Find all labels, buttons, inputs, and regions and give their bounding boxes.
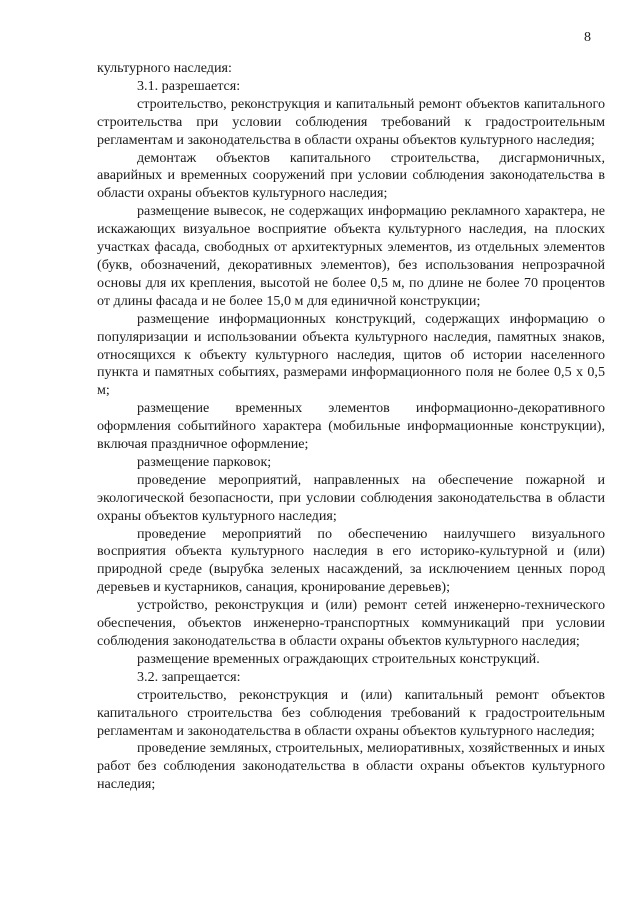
section-heading-3-1: 3.1. разрешается:: [137, 77, 241, 94]
paragraph: строительство, реконструкция и (или) капитальный ремонт объектов капитального строительства без соблюдения требований к градостроительным регламентам и законодательства в области охраны объектов культурного наследия;: [97, 686, 605, 739]
paragraph: демонтаж объектов капитального строительства, дисгармоничных, аварийных и временных сооружений при условии соблюдения законодательства в области охраны объектов культурного наследия;: [97, 149, 605, 202]
paragraph: размещение парковок;: [137, 453, 272, 470]
paragraph: проведение мероприятий, направленных на обеспечение пожарной и экологической безопасности, при условии соблюдения законодательства в области охраны объектов культурного наследия;: [97, 471, 605, 524]
paragraph: проведение мероприятий по обеспечению наилучшего визуального восприятия объекта культурного наследия в его историко-культурной и (или) природной среде (вырубка зеленых насаждений, за исключением ценных пород деревьев и кустарников, санация, кронирование деревьев);: [97, 525, 605, 596]
paragraph: размещение временных ограждающих строительных конструкций.: [137, 650, 540, 667]
section-heading-3-2: 3.2. запрещается:: [137, 668, 241, 685]
paragraph: размещение временных элементов информационно-декоративного оформления событийного характера (мобильные информационные конструкции), включая праздничное оформление;: [97, 400, 605, 453]
page-number: 8: [584, 30, 591, 45]
paragraph: размещение информационных конструкций, содержащих информацию о популяризации и использовании объекта культурного наследия, памятных знаков, относящихся к объекту культурного наследия, щитов об истории населенного пункта и памятных событиях, размерами информационного поля не более 0,5 х 0,5 м;: [97, 310, 605, 399]
document-body: [97, 60, 605, 794]
paragraph: размещение вывесок, не содержащих информацию рекламного характера, не искажающих визуальное восприятие объекта культурного наследия, на плоских участках фасада, свободных от архитектурных элементов, из отдельных элементов (букв, обозначений, декоративных элементов), без использования непрозрачной основы для их крепления, высотой не более 0,5 м, по длине не более 70 процентов от длины фасада и не более 15,0 м для единичной конструкции;: [97, 203, 605, 309]
paragraph: проведение земляных, строительных, мелиоративных, хозяйственных и иных работ без соблюдения законодательства в области охраны объектов культурного наследия;: [97, 740, 605, 793]
paragraph: культурного наследия:: [97, 60, 232, 76]
paragraph: устройство, реконструкция и (или) ремонт сетей инженерно-технического обеспечения, объектов инженерно-транспортных коммуникаций при условии соблюдения законодательства в области охраны объектов культурного наследия;: [97, 597, 605, 649]
paragraph: строительство, реконструкция и капитальный ремонт объектов капитального строительства при условии соблюдения требований к градостроительным регламентам и законодательства в области охраны объектов культурного наследия;: [97, 95, 605, 148]
